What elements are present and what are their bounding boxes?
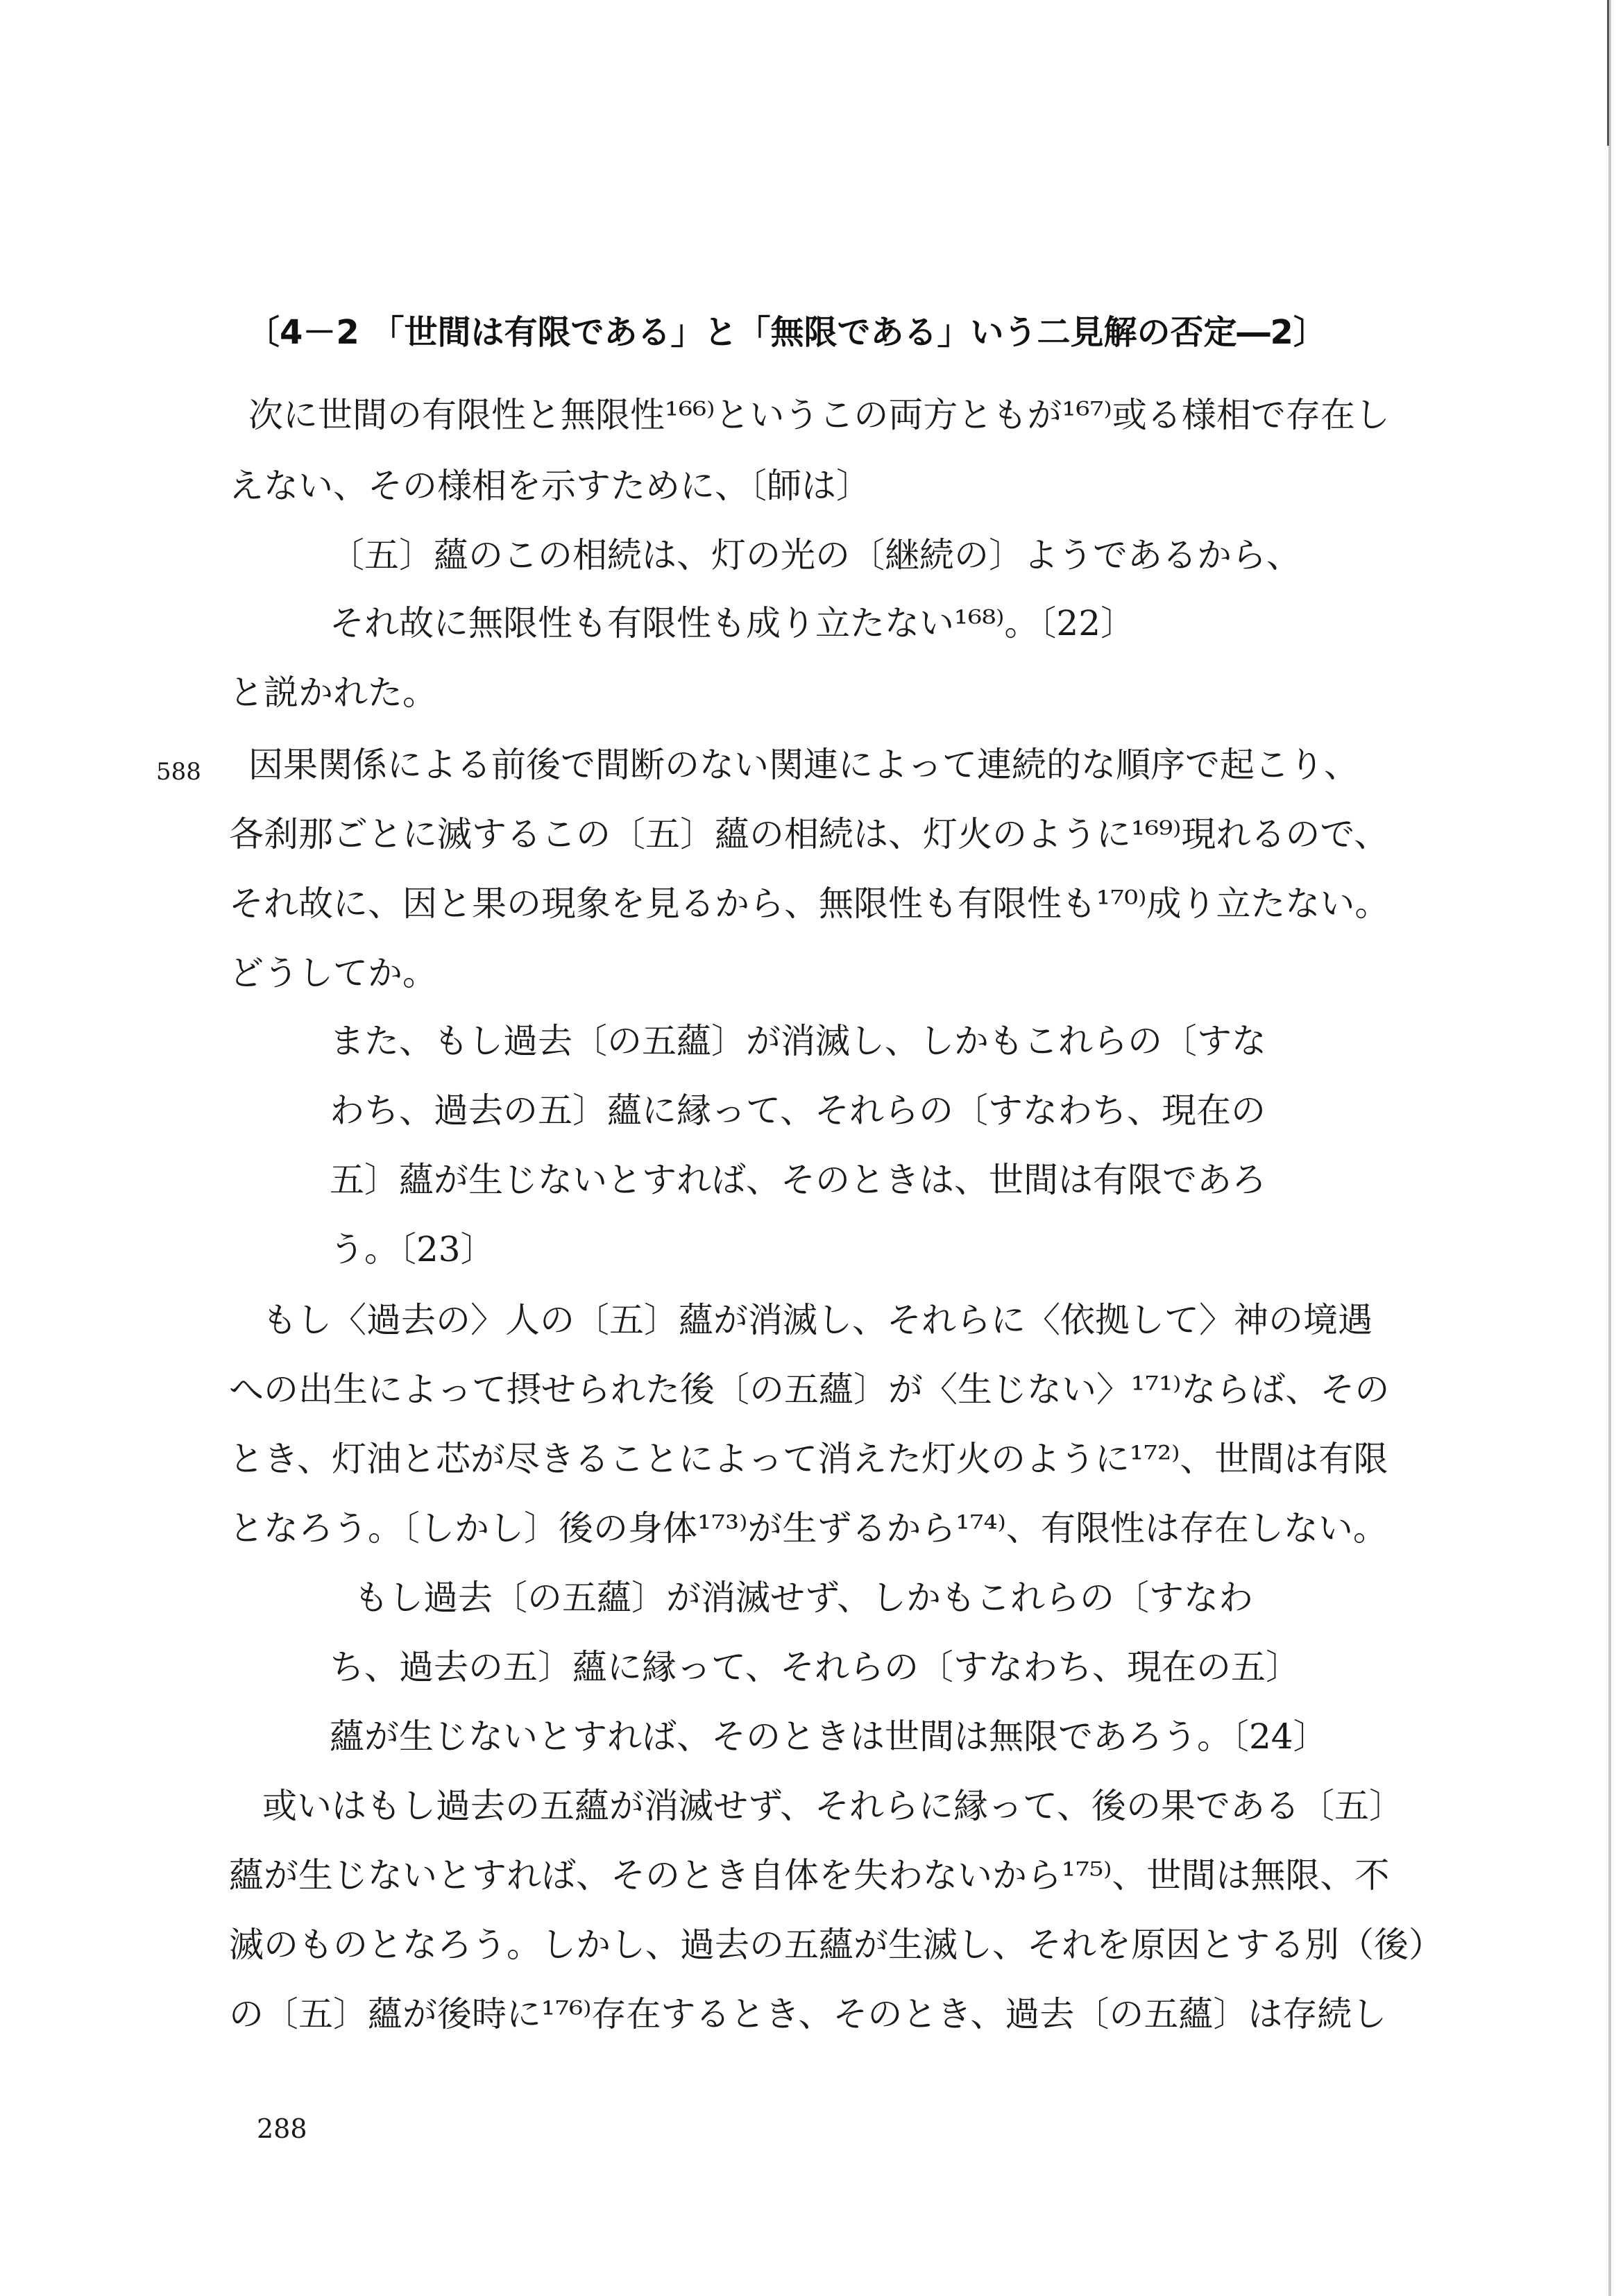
text-line: となろう。〔しかし〕後の身体¹⁷³⁾が生ずるから¹⁷⁴⁾、有限性は存在しない。 xyxy=(229,1508,1388,1548)
text-line: それ故に、因と果の現象を見るから、無限性も有限性も¹⁷⁰⁾成り立たない。 xyxy=(229,884,1390,924)
text-line: 蘊が生じないとすれば、そのとき自体を失わないから¹⁷⁵⁾、世間は無限、不 xyxy=(229,1855,1390,1896)
text-line: の〔五〕蘊が後時に¹⁷⁶⁾存在するとき、そのとき、過去〔の五蘊〕は存続し xyxy=(229,1994,1387,2034)
text-line: もし〈過去の〉人の〔五〕蘊が消滅し、それらに〈依拠して〉神の境遇 xyxy=(262,1300,1373,1340)
text-line: への出生によって摂せられた後〔の五蘊〕が〈生じない〉¹⁷¹⁾ならば、その xyxy=(229,1369,1390,1410)
text-line: 滅のものとなろう。しかし、過去の五蘊が生滅し、それを原因とする別（後） xyxy=(229,1925,1443,1965)
text-line: 因果関係による前後で間断のない関連によって連続的な順序で起こり、 xyxy=(248,745,1359,785)
verse-line: それ故に無限性も有限性も成り立たない¹⁶⁸⁾。〔22〕 xyxy=(330,603,1136,643)
verse-line: 蘊が生じないとすれば、そのときは世間は無限であろう。〔24〕 xyxy=(330,1716,1328,1757)
text-line: とき、灯油と芯が尽きることによって消えた灯火のように¹⁷²⁾、世間は有限 xyxy=(229,1439,1388,1479)
text-line: 次に世間の有限性と無限性¹⁶⁶⁾というこの両方ともが¹⁶⁷⁾或る様相で存在し xyxy=(248,395,1390,435)
text-line: 或いはもし過去の五蘊が消滅せず、それらに縁って、後の果である〔五〕 xyxy=(262,1786,1404,1826)
verse-line: わち、過去の五〕蘊に縁って、それらの〔すなわち、現在の xyxy=(330,1090,1266,1131)
text-line: と説かれた。 xyxy=(229,673,437,713)
verse-line: 五〕蘊が生じないとすれば、そのときは、世間は有限であろ xyxy=(330,1160,1266,1200)
text-line: 各刹那ごとに滅するこの〔五〕蘊の相続は、灯火のように¹⁶⁹⁾現れるので、 xyxy=(229,814,1389,854)
verse-line: また、もし過去〔の五蘊〕が消滅し、しかもこれらの〔すな xyxy=(330,1021,1266,1061)
verse-line: 〔五〕蘊のこの相続は、灯の光の〔継続の〕ようであるから、 xyxy=(330,535,1301,575)
text-line: えない、その様相を示すために、〔師は〕 xyxy=(229,466,871,506)
section-heading: 〔4－2 「世間は有限である」と「無限である」いう二見解の否定―2〕 xyxy=(246,313,1327,352)
page-edge-shadow xyxy=(1608,0,1611,2296)
verse-line: う。〔23〕 xyxy=(330,1229,495,1269)
text-line: どうしてか。 xyxy=(229,953,437,993)
verse-line: ち、過去の五〕蘊に縁って、それらの〔すなわち、現在の五〕 xyxy=(330,1647,1300,1687)
verse-line: もし過去〔の五蘊〕が消滅せず、しかもこれらの〔すなわ xyxy=(354,1578,1253,1618)
margin-number: 588 xyxy=(156,758,201,786)
page-number: 288 xyxy=(257,2113,307,2144)
page-edge-mark xyxy=(1607,0,1609,146)
